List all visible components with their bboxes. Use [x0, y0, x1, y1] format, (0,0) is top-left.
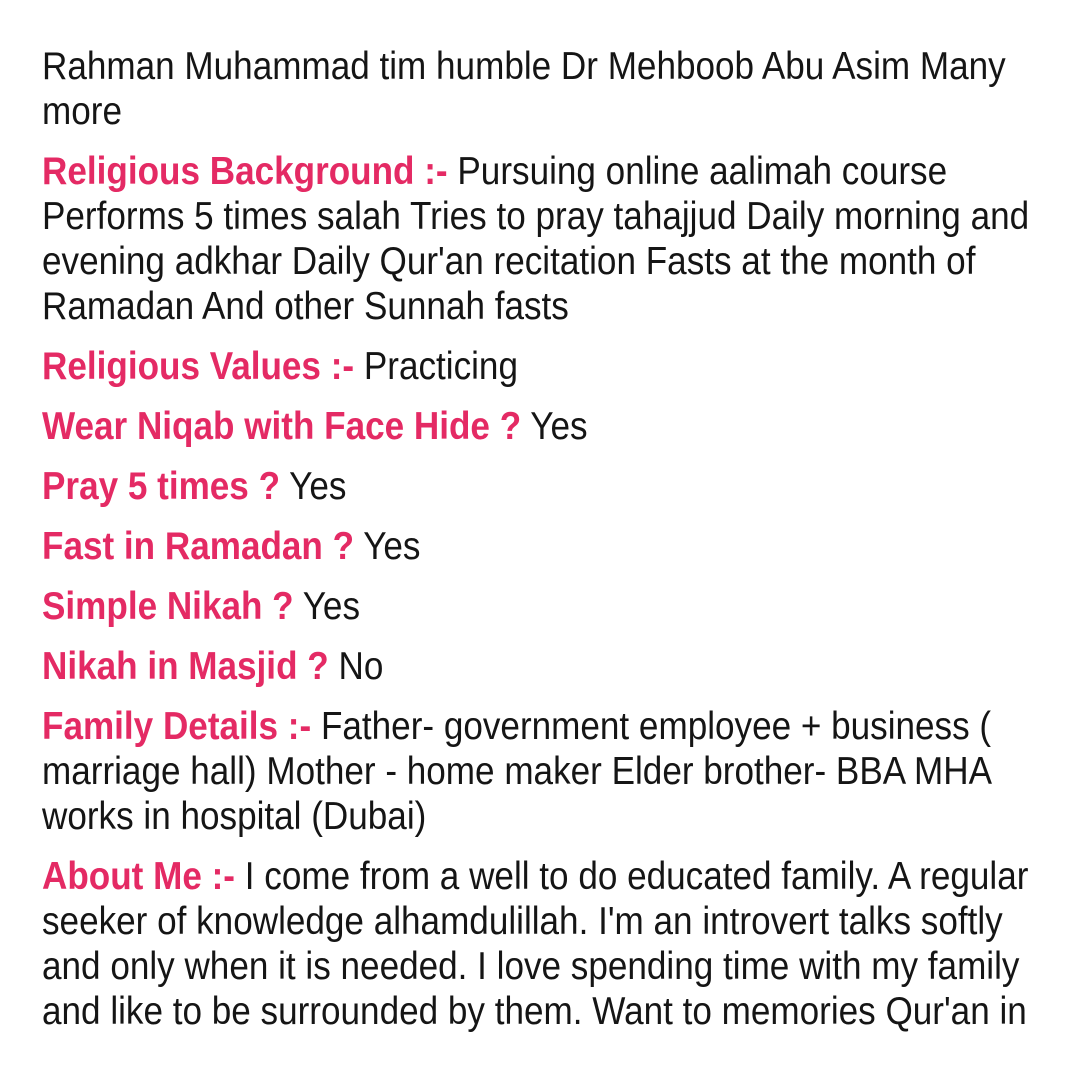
- family-details-label: Family Details :-: [42, 705, 312, 748]
- religious-values-label: Religious Values :-: [42, 345, 355, 388]
- religious-values-paragraph: [42, 344, 1038, 389]
- intro-paragraph: [42, 44, 1038, 134]
- about-me-value: I come from a well to do educated family. A regular seeker of knowledge alhamdulillah. I'm an introvert talks softly and only when it is needed. I love spending time with my family and like to be surrounded by them. Want to memories Qur'an in: [42, 855, 1029, 1033]
- religious-values-value: Practicing: [363, 345, 518, 388]
- wear-niqab-value: Yes: [530, 405, 588, 448]
- religious-background-paragraph: [42, 149, 1038, 329]
- religious-background-label: Religious Background :-: [42, 150, 448, 193]
- wear-niqab-paragraph: [42, 404, 1038, 449]
- nikah-in-masjid-value: No: [338, 645, 384, 688]
- pray-5-times-label: Pray 5 times ?: [42, 465, 281, 508]
- simple-nikah-value: Yes: [302, 585, 361, 628]
- fast-in-ramadan-paragraph: [42, 524, 1038, 569]
- simple-nikah-label: Simple Nikah ?: [42, 585, 294, 628]
- intro-text: Rahman Muhammad tim humble Dr Mehboob Abu Asim Many more: [42, 45, 1006, 133]
- nikah-in-masjid-paragraph: [42, 644, 1038, 689]
- profile-document: [42, 44, 1038, 1049]
- about-me-label: About Me :-: [42, 855, 236, 898]
- family-details-value: Father- government employee + business ( marriage hall) Mother - home maker Elder brother- BBA MHA works in hospital (Dubai): [42, 705, 992, 838]
- pray-5-times-value: Yes: [289, 465, 347, 508]
- religious-background-value: Pursuing online aalimah course Performs 5 times salah Tries to pray tahajjud Daily morning and evening adkhar Daily Qur'an recitation Fasts at the month of Ramadan And other Sunnah fasts: [42, 150, 1030, 328]
- simple-nikah-paragraph: [42, 584, 1038, 629]
- wear-niqab-label: Wear Niqab with Face Hide ?: [42, 405, 522, 448]
- family-details-paragraph: [42, 704, 1038, 839]
- nikah-in-masjid-label: Nikah in Masjid ?: [42, 645, 329, 688]
- about-me-paragraph: [42, 854, 1038, 1034]
- fast-in-ramadan-label: Fast in Ramadan ?: [42, 525, 355, 568]
- fast-in-ramadan-value: Yes: [363, 525, 421, 568]
- pray-5-times-paragraph: [42, 464, 1038, 509]
